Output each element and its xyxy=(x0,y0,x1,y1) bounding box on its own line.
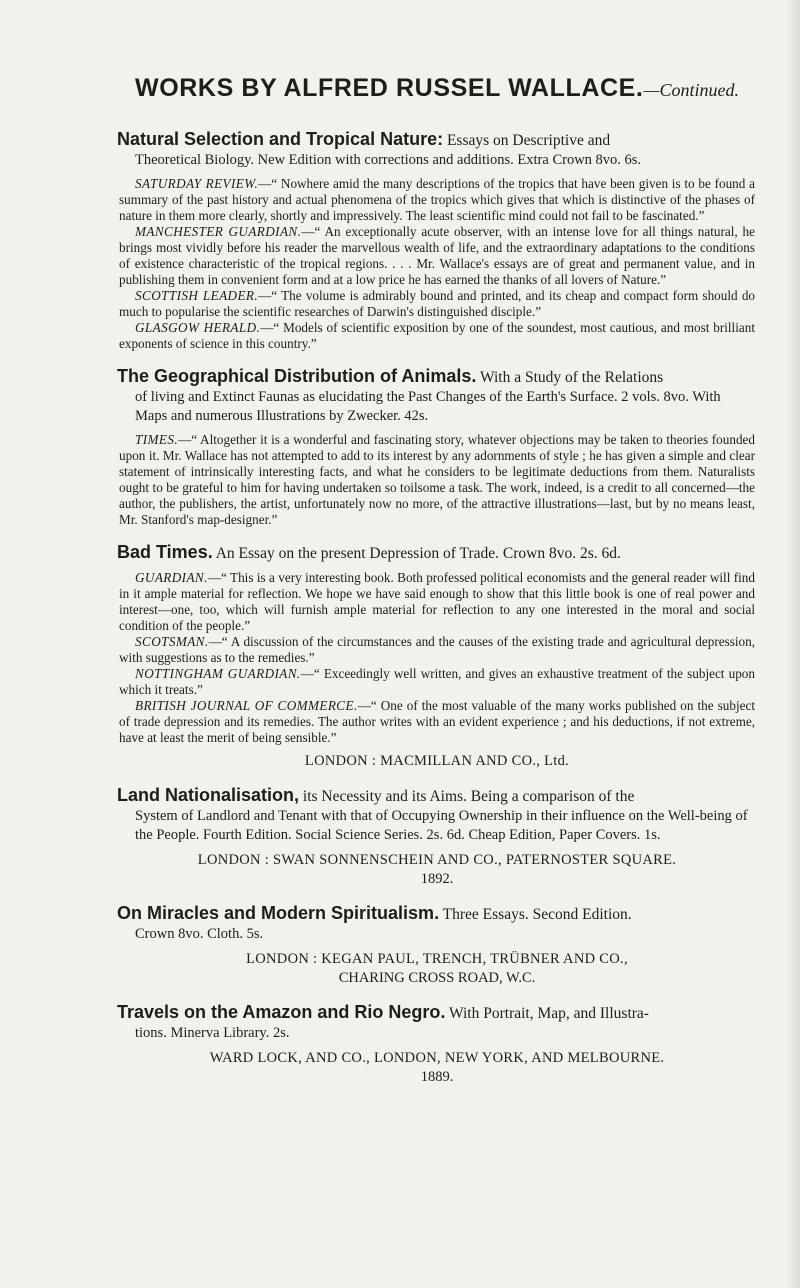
book-subtitle: Three Essays. Second Edition. xyxy=(439,906,632,923)
book-subtitle: With Portrait, Map, and Illustra- xyxy=(445,1005,649,1022)
publisher-imprint: LONDON : MACMILLAN AND CO., Ltd. xyxy=(304,753,570,769)
review-text: —“ Models of scientific exposition by one of the soundest, most cautious, and most brilliant exponents of science in this country.” xyxy=(119,320,755,351)
review-source: GUARDIAN. xyxy=(135,570,208,585)
advertisement-column xyxy=(119,74,755,1101)
review-text: —“ An exceptionally acute observer, with an intense love for all things natural, he brings most vividly before his reader the marvellous wealth of life, and the extraordinary adaptations to the conditions of existence characteristic of the tropical regions. . . . Mr. Wallace's essays are of great and permanent value, and in publishing them in convenient form and at a low price he has earned the thanks of all lovers of Nature.” xyxy=(119,224,755,287)
publication-details: Crown 8vo. Cloth. 5s. xyxy=(135,926,264,942)
review-quote xyxy=(119,176,755,224)
publisher-imprint: LONDON : SWAN SONNENSCHEIN AND CO., PATERNOSTER SQUARE. xyxy=(197,852,677,868)
review-source: BRITISH JOURNAL OF COMMERCE. xyxy=(135,698,358,713)
book-title: On Miracles and Modern Spiritualism. xyxy=(117,903,440,923)
entry-title-line xyxy=(119,903,755,925)
review-quote xyxy=(119,570,755,634)
book-subtitle: its Necessity and its Aims. Being a comparison of the xyxy=(299,788,635,805)
review-text: —“ Nowhere amid the many descriptions of the tropics that have been given is to be found a summary of the past history and actual phenomena of the tropics which gives that which is distinctive of the phases of nature in them more clearly, shortly and impressively. The least scientific mind could not fail to be fascinated.” xyxy=(119,176,755,223)
book-subtitle: Essays on Descriptive and xyxy=(443,132,611,149)
review-text: —“ Exceedingly well written, and gives an exhaustive treatment of the subject upon which it treats.” xyxy=(119,666,755,697)
review-quote xyxy=(119,288,755,320)
book-title: Bad Times. xyxy=(117,542,213,562)
entry-title-line xyxy=(119,366,755,388)
book-entry-miracles xyxy=(119,903,755,988)
review-text: —“ One of the most valuable of the many works published on the subject of trade depression and its remedies. The author writes with an evident experience ; and his deductions, if not extreme, have at least the merit of being sensible.” xyxy=(119,698,755,745)
review-text: —“ Altogether it is a wonderful and fascinating story, whatever objections may be taken to theories founded upon it. Mr. Wallace has not attempted to add to its interest by any adornments of style ; he has given a simple and clear statement of intrinsically interesting facts, and what he considers to be legitimate deductions from them. Naturalists ought to be grateful to him for having undertaken so toilsome a task. The work, indeed, is a credit to all concerned—the author, the publishers, the artist, unfortunately now no more, of the attractive illustrations—last, but by no means least, Mr. Stanford's map-designer.” xyxy=(119,432,755,527)
review-source: SATURDAY REVIEW. xyxy=(135,176,259,191)
publication-details: Theoretical Biology. New Edition with corrections and additions. Extra Crown 8vo. 6s. xyxy=(135,152,642,168)
review-text: —“ This is a very interesting book. Both professed political economists and the general reader will find in it ample material for reflection. We hope we have said enough to show that this little book is one of real power and interest—one, too, which will furnish ample material for reflection to any one interested in the moral and social condition of the people.” xyxy=(119,570,755,633)
review-quote xyxy=(119,432,755,528)
book-title: Travels on the Amazon and Rio Negro. xyxy=(117,1002,446,1022)
review-source: GLASGOW HERALD. xyxy=(135,320,261,335)
publication-details: tions. Minerva Library. 2s. xyxy=(135,1025,290,1041)
entry-title-line xyxy=(119,1002,755,1024)
publisher-imprint: WARD LOCK, AND CO., LONDON, NEW YORK, AND MELBOURNE. xyxy=(209,1050,665,1066)
review-text: —“ The volume is admirably bound and printed, and its cheap and compact form should do much to popularise the scientific researches of Darwin's distinguished disciple.” xyxy=(119,288,756,319)
publication-year: 1889. xyxy=(420,1069,454,1085)
publisher-imprint: LONDON : KEGAN PAUL, TRENCH, TRÜBNER AND CO., xyxy=(246,951,628,967)
review-source: SCOTTISH LEADER. xyxy=(135,288,259,303)
publication-year: 1892. xyxy=(420,871,454,887)
publication-details: of living and Extinct Faunas as elucidating the Past Changes of the Earth's Surface. 2 vols. 8vo. With Maps and numerous Illustrations by Zwecker. 42s. xyxy=(135,389,721,424)
running-head-continued: —Continued. xyxy=(643,80,739,100)
review-quote xyxy=(119,698,755,746)
publisher-address: CHARING CROSS ROAD, W.C. xyxy=(338,970,536,986)
review-source: SCOTSMAN. xyxy=(135,634,209,649)
running-head xyxy=(119,74,755,103)
entry-title-line xyxy=(119,785,755,807)
book-subtitle: With a Study of the Relations xyxy=(476,369,664,386)
review-quote xyxy=(119,634,755,666)
book-entry-geographical-distribution xyxy=(119,366,755,528)
book-title: The Geographical Distribution of Animals. xyxy=(117,366,477,386)
book-entry-land-nationalisation xyxy=(119,785,755,889)
running-head-title: WORKS BY ALFRED RUSSEL WALLACE. xyxy=(135,74,644,102)
review-quote xyxy=(119,320,755,352)
book-title: Land Nationalisation, xyxy=(117,785,300,805)
review-source: MANCHESTER GUARDIAN. xyxy=(135,224,302,239)
publication-details: System of Landlord and Tenant with that of Occupying Ownership in their influence on the Well-being of the People. Fourth Edition. Social Science Series. 2s. 6d. Cheap Edition, Paper Covers. 1s. xyxy=(135,808,748,843)
review-quote xyxy=(119,666,755,698)
review-source: NOTTINGHAM GUARDIAN. xyxy=(135,666,301,681)
entry-title-line xyxy=(119,542,755,564)
entry-title-line xyxy=(119,129,755,151)
review-source: TIMES. xyxy=(135,432,179,447)
book-entry-bad-times xyxy=(119,542,755,771)
book-subtitle: An Essay on the present Depression of Trade. Crown 8vo. 2s. 6d. xyxy=(212,545,621,562)
book-title: Natural Selection and Tropical Nature: xyxy=(117,129,444,149)
review-quote xyxy=(119,224,755,288)
book-entry-travels-amazon xyxy=(119,1002,755,1087)
review-text: —“ A discussion of the circumstances and the causes of the existing trade and agricultural depression, with suggestions as to the remedies.” xyxy=(119,634,755,665)
book-entry-natural-selection xyxy=(119,129,755,352)
page-edge-shadow xyxy=(786,0,800,1288)
